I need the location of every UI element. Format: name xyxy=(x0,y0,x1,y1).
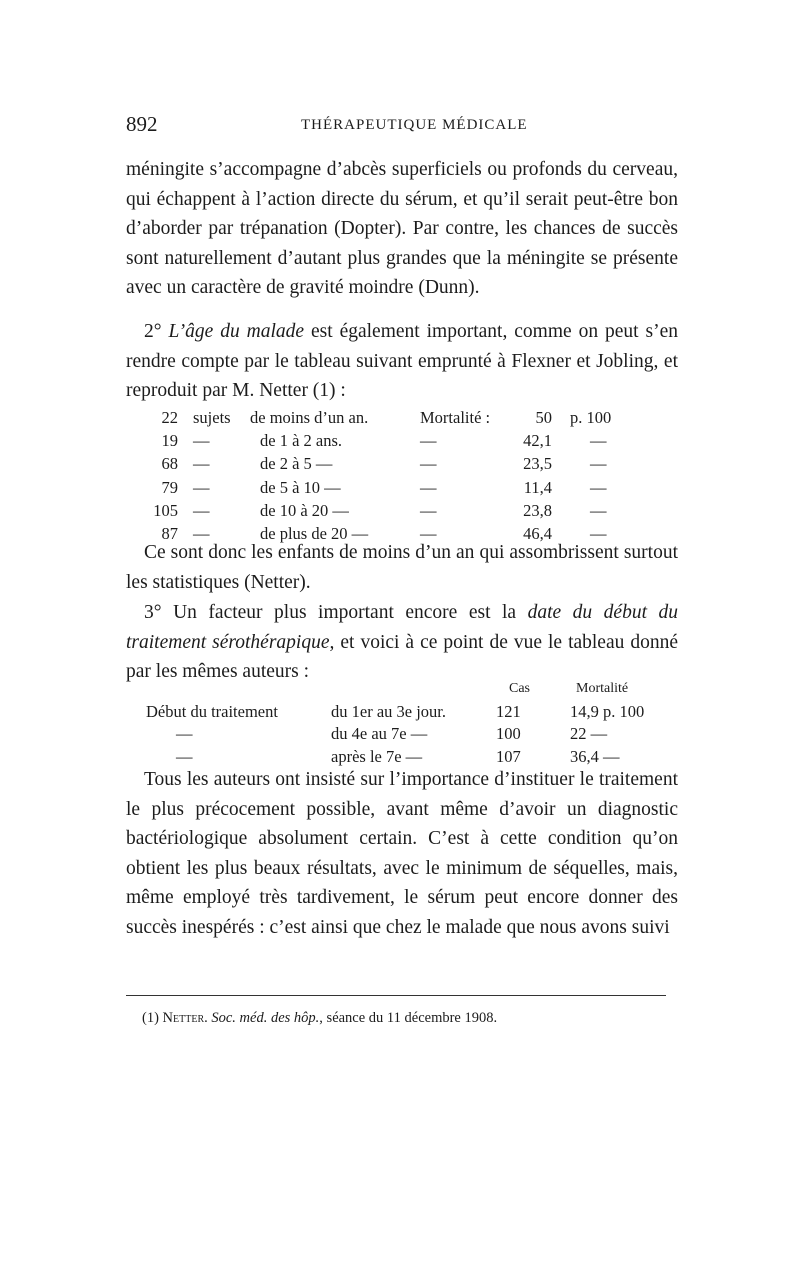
table-cell-subject: — xyxy=(193,500,210,520)
table-cell-unit: — xyxy=(590,477,607,497)
table-cell-cas: 100 xyxy=(496,724,521,743)
table-cell-cas: 107 xyxy=(496,746,521,766)
footnote xyxy=(142,1010,497,1027)
table-cell-subject: sujets xyxy=(193,408,231,427)
table-row xyxy=(150,452,650,475)
table-row xyxy=(150,429,650,452)
table-cell-mortality-label: Mortalité : xyxy=(420,408,491,427)
table-cell-mortality-value: 23,5 xyxy=(523,454,552,474)
table-cell-age-range: de 1 à 2 ans. xyxy=(260,431,343,451)
footnote-author: Netter. xyxy=(162,1010,208,1026)
table-header-cas: Cas xyxy=(509,681,530,696)
table-cell-range: du 4e au 7e — xyxy=(331,724,428,743)
table-cell-count: 87 xyxy=(161,523,178,543)
table-cell-count: 19 xyxy=(161,431,178,451)
table-cell-age-range: de 2 à 5 — xyxy=(260,454,333,474)
table-cell-mortality-value: 46,4 xyxy=(523,523,552,543)
table-row xyxy=(150,476,650,499)
table-cell-subject: — xyxy=(193,477,210,497)
table-cell-age-range: de moins d’un an. xyxy=(250,408,369,427)
paragraph-2-text: est également important, comme on peut s’en rendre compte par le tableau suivant emprunté à Flexner et Jobling, et reproduit par M. Netter (1) : xyxy=(126,321,679,401)
footnote-divider xyxy=(126,995,666,996)
paragraph-4-text-2: et voici à ce point de vue le tableau donné par les mêmes auteurs : xyxy=(126,631,679,682)
table-cell-mortality-label: — xyxy=(420,523,437,543)
table-cell-unit: — xyxy=(590,454,607,474)
table-row xyxy=(146,701,656,724)
footnote-text: , séance du 11 décembre 1908. xyxy=(319,1010,498,1026)
table-cell-count: 105 xyxy=(153,500,178,520)
table-header-row xyxy=(146,678,656,701)
table-cell-mortality-value: 50 xyxy=(535,408,552,427)
treatment-start-table xyxy=(146,678,656,768)
table-cell-subject: — xyxy=(193,454,210,474)
table-cell-count: 22 xyxy=(161,408,178,427)
footnote-mark: (1) xyxy=(142,1010,159,1026)
table-row xyxy=(150,499,650,522)
table-cell-count: 79 xyxy=(161,477,178,497)
paragraph-2-italic: L’âge du malade xyxy=(168,321,305,342)
paragraph-4-italic: date du début du traitement sérothérapique, xyxy=(126,602,679,653)
table-cell-unit: — xyxy=(590,500,607,520)
table-cell-unit: p. 100 xyxy=(570,408,612,427)
table-cell-age-range: de 5 à 10 — xyxy=(260,477,341,497)
table-cell-mortality-label: — xyxy=(420,454,437,474)
paragraph-2 xyxy=(126,317,678,406)
table-cell-count: 68 xyxy=(161,454,178,474)
paragraph-3-text: Ce sont donc les enfants de moins d’un an qui assombrissent surtout les statistiques (Netter). xyxy=(126,542,678,593)
table-cell-mortality-label: — xyxy=(420,477,437,497)
table-header-mortalite: Mortalité xyxy=(576,681,629,696)
table-cell-unit: — xyxy=(590,523,607,543)
paragraph-5 xyxy=(126,765,678,942)
table-cell-mortality-value: 23,8 xyxy=(523,500,552,520)
table-cell-range: du 1er au 3e jour. xyxy=(331,701,447,721)
table-cell-range: après le 7e — xyxy=(331,746,423,766)
table-cell-mortalite: 22 — xyxy=(570,724,608,743)
running-title: THÉRAPEUTIQUE MÉDICALE xyxy=(301,117,528,133)
age-mortality-table xyxy=(150,406,650,545)
table-cell-subject: — xyxy=(193,523,210,543)
table-cell-mortalite: 36,4 — xyxy=(570,746,620,766)
paragraph-5-text: Tous les auteurs ont insisté sur l’importance d’instituer le traitement le plus précocement possible, avant même d’avoir un diagnostic bactériologique absolument certain. C’est à cette condition qu’on obtient les plus beaux résultats, avec le minimum de séquelles, mais, même employé très tardivement, le sérum peut encore donner des succès inespérés : c’est ainsi que chez le malade que nous avons suivi xyxy=(126,769,678,938)
table-cell-unit: — xyxy=(590,431,607,451)
page-header xyxy=(126,112,676,142)
paragraph-1: méningite s’accompagne d’abcès superficiels ou profonds du cerveau, qui échappent à l’action directe du sérum, et qu’il serait peut-être bon d’aborder par trépanation (Dopter). Par contre, les chances de succès sont naturellement d’autant plus grandes que la méningite se présente avec un caractère de gravité moindre (Dunn). xyxy=(126,159,678,298)
paragraph-4-text-1: Un facteur plus important encore est la xyxy=(173,602,517,623)
table-cell-mortality-value: 42,1 xyxy=(523,431,552,451)
table-cell-mortality-value: 11,4 xyxy=(523,477,552,497)
table-cell-cas: 121 xyxy=(496,701,521,721)
table-cell-label: — xyxy=(176,724,193,743)
table-cell-age-range: de 10 à 20 — xyxy=(260,500,349,520)
page-number: 892 xyxy=(126,112,158,136)
paragraph-2-number: 2° xyxy=(144,321,162,342)
footnote-journal: Soc. méd. des hôp. xyxy=(211,1010,320,1026)
paragraph-4 xyxy=(126,598,678,687)
table-row xyxy=(150,406,650,429)
paragraph-4-number: 3° xyxy=(144,602,162,623)
table-row xyxy=(146,723,656,746)
table-cell-mortality-label: — xyxy=(420,500,437,520)
table-cell-subject: — xyxy=(193,431,210,451)
table-cell-label: Début du traitement xyxy=(146,701,278,721)
table-cell-mortalite: 14,9 p. 100 xyxy=(570,701,645,721)
table-cell-mortality-label: — xyxy=(420,431,437,451)
table-cell-age-range: de plus de 20 — xyxy=(260,523,369,543)
paragraph-3 xyxy=(126,538,678,597)
table-cell-label: — xyxy=(176,746,193,766)
